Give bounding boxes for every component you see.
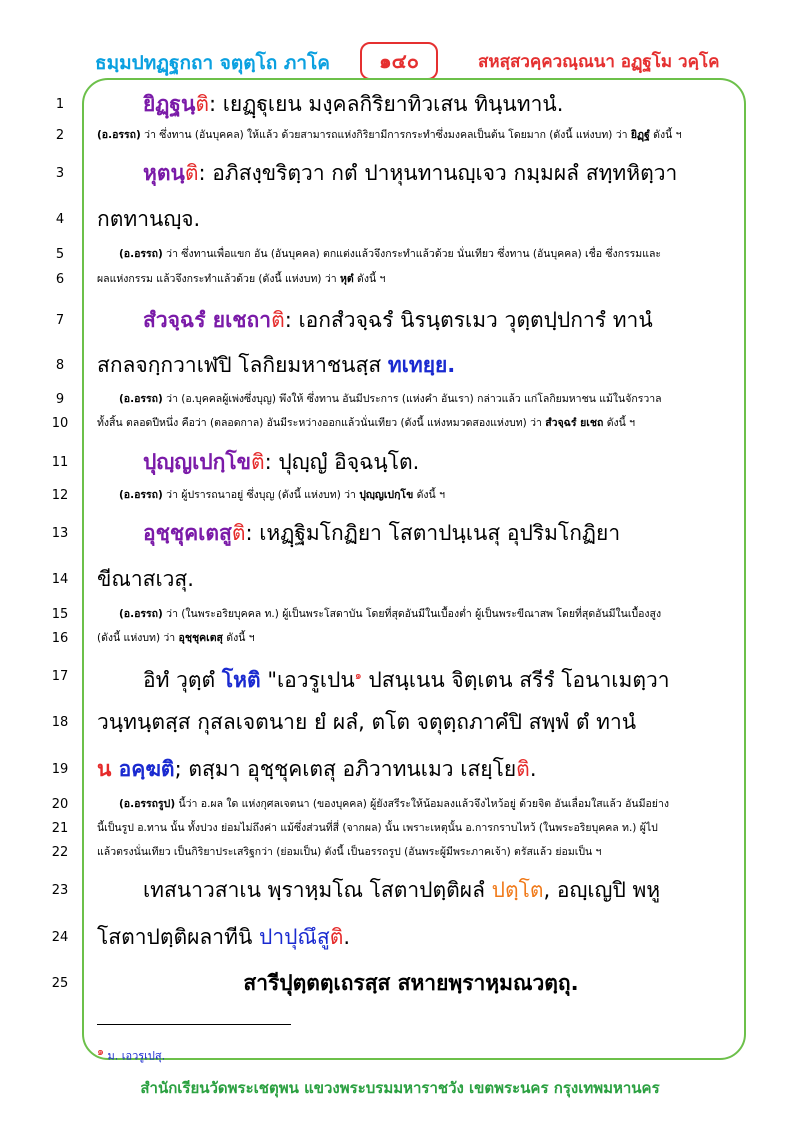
page-footer: สำนักเรียนวัดพระเชตุพน แขวงพระบรมมหาราชวัง เขตพระนคร กรุงเทพมหานคร xyxy=(140,1079,660,1097)
pali-line: โสตาปตฺติผลาทีนิ ปาปุณึสูติ. xyxy=(97,925,351,949)
line-number: 3 xyxy=(55,166,65,181)
thai-translation-line: แล้วตรงนั่นเทียว เป็นกิริยาประเสริฐกว่า (ย่อมเป็น) ดังนี้ เป็นอรรถรูป (อันพระผู้มีพระภาคเจ้า) ตรัสแล้ว ย่อมเป็น ฯ xyxy=(97,846,602,858)
pali-line: สํวจฺฉรํ ยเชถาติ: เอกสํวจฺฉรํ นิรนฺตรเมว วุตฺตปฺปการํ ทานํ xyxy=(143,308,653,332)
line-number: 1 xyxy=(55,97,65,112)
footnote: ๑ ม. เอวรูเปสุ. xyxy=(97,1045,166,1063)
thai-translation-line: (อ.อรรถ) ว่า ผู้ปรารถนาอยู่ ซึ่งบุญ (ดังนี้ แห่งบท) ว่า ปุญฺญเปกฺโข ดังนี้ ฯ xyxy=(119,489,445,501)
thai-translation-line: (อ.อรรถรูป) นี้ว่า อ.ผล ใด แห่งกุศลเจตนา (ของบุคคล) ผู้ยังสรีระให้น้อมลงแล้วจึงไหว้อยู่ ด้วยจิต อันเลื่อมใสแล้ว อันมีอย่าง xyxy=(119,798,669,810)
line-number: 19 xyxy=(51,762,69,777)
line-number: 15 xyxy=(51,607,69,622)
footnote-marker: ๑ xyxy=(354,669,362,682)
line-number: 22 xyxy=(51,845,69,860)
pali-line: อุชฺชุคเตสูติ: เหฏฺฐิมโกฏิยา โสตาปนฺเนสุ อุปริมโกฏิยา xyxy=(143,521,621,545)
footnote-divider xyxy=(97,1024,291,1025)
pali-line: อิทํ วุตฺตํ โหติ "เอวรูเปน$^๑$ ปสนฺเนน จิตฺเตน สรีรํ โอนาเมตฺวา xyxy=(143,668,670,692)
line-number: 10 xyxy=(51,416,69,431)
pali-line: ปุญฺญเปกฺโขติ: ปุญฺญํ อิจฺฉนฺโต. xyxy=(143,450,420,474)
line-number: 4 xyxy=(55,212,65,227)
header-chapter-title: สหสฺสวคฺควณฺณนา อฏฺฐโม วคฺโค xyxy=(478,52,720,72)
thai-translation-line: (อ.อรรถ) ว่า ซึ่งทานเพื่อแขก อัน (อันบุคคล) ตกแต่งแล้วจึงกระทำแล้วด้วย นั่นเทียว ซึ่งทาน (อันบุคคล) เชื่อ ซึ่งกรรมและ xyxy=(119,248,662,260)
pali-line: ขีณาสเวสุ. xyxy=(97,567,194,591)
pali-line: ยิฏฺฐนฺติ: เยฏฺฐุเยน มงฺคลกิริยาทิวเสน ทินฺนทานํ. xyxy=(143,92,564,116)
line-number: 25 xyxy=(51,976,69,991)
line-number: 18 xyxy=(51,715,69,730)
line-number: 16 xyxy=(51,631,69,646)
line-number: 9 xyxy=(55,392,65,407)
pali-line: หุตนฺติ: อภิสงฺขริตฺวา กตํ ปาหุนทานญฺเจว กมฺมผลํ สทฺทหิตฺวา xyxy=(143,161,678,185)
line-number: 24 xyxy=(51,930,69,945)
header-book-title: ธมฺมปทฏฺฐกถา จตุตฺโถ ภาโค xyxy=(95,52,331,74)
thai-translation-line: (อ.อรรถ) ว่า (อ.บุคคลผู้เพ่งซึ่งบุญ) พึงให้ ซึ่งทาน อันมีประการ (แห่งคำ อันเรา) กล่าวแล้ว แก่โลกิยมหาชน แม้ในจักรวาล xyxy=(119,393,662,405)
line-number: 12 xyxy=(51,488,69,503)
line-number: 6 xyxy=(55,272,65,287)
story-title: สารีปุตฺตตฺเถรสฺส สหายพฺราหฺมณวตฺถุ. xyxy=(243,971,579,995)
line-number: 17 xyxy=(51,669,69,684)
line-number: 21 xyxy=(51,821,69,836)
line-number: 20 xyxy=(51,797,69,812)
thai-translation-line: (อ.อรรถ) ว่า ซึ่งทาน (อันบุคคล) ให้แล้ว ด้วยสามารถแห่งกิริยามีการกระทำซึ่งมงคลเป็นต้น โดยมาก (ดังนี้ แห่งบท) ว่า ยิฏฺฐํ ดังนี้ ฯ xyxy=(97,129,682,141)
line-number: 8 xyxy=(55,358,65,373)
thai-translation-line: ทั้งสิ้น ตลอดปีหนึ่ง คือว่า (ตลอดกาล) อันมีระหว่างออกแล้วนั่นเทียว (ดังนี้ แห่งหมวดสองแห่งบท) ว่า สํวจฺฉรํ ยเชถ ดังนี้ ฯ xyxy=(97,417,636,429)
line-number: 7 xyxy=(55,313,65,328)
page-number-badge: ๑๔๐ xyxy=(360,42,438,80)
thai-translation-line: ผลแห่งกรรม แล้วจึงกระทำแล้วด้วย (ดังนี้ แห่งบท) ว่า หุตํ ดังนี้ ฯ xyxy=(97,273,386,285)
line-number: 11 xyxy=(51,455,69,470)
line-number: 23 xyxy=(51,883,69,898)
pali-line: น อคฺฆติ; ตสฺมา อุชฺชุคเตสุ อภิวาทนเมว เสยฺโยติ. xyxy=(97,757,537,781)
pali-line: วนฺทนฺตสฺส กุสลเจตนาย ยํ ผลํ, ตโต จตุตฺถภาคํปิ สพฺพํ ตํ ทานํ xyxy=(97,710,637,734)
line-number: 2 xyxy=(55,128,65,143)
thai-translation-line: (ดังนี้ แห่งบท) ว่า อุชฺชุคเตสุ ดังนี้ ฯ xyxy=(97,632,255,644)
pali-line: กตทานญฺจ. xyxy=(97,207,201,231)
page-header xyxy=(0,42,800,82)
line-number: 13 xyxy=(51,526,69,541)
line-number: 14 xyxy=(51,572,69,587)
line-number: 5 xyxy=(55,247,65,262)
pali-line: สกลจกฺกวาเฬปิ โลกิยมหาชนสฺส ทเทยฺย. xyxy=(97,353,456,377)
thai-translation-line: (อ.อรรถ) ว่า (ในพระอริยบุคคล ท.) ผู้เป็นพระโสดาบัน โดยที่สุดอันมีในเบื้องต่ำ ผู้เป็นพระขีณาสพ โดยที่สุดอันมีในเบื้องสูง xyxy=(119,608,662,620)
thai-translation-line: นี้เป็นรูป อ.ทาน นั้น ทั้งปวง ย่อมไม่ถึงค่า แม้ซึ่งส่วนที่สี่ (จากผล) นั้น เพราะเหตุนั้น อ.การกราบไหว้ (ในพระอริยบุคคล ท.) ผู้ไป xyxy=(97,822,658,834)
pali-line: เทสนาวสาเน พฺราหฺมโณ โสตาปตฺติผลํ ปตฺโต, อญฺเญปิ พหู xyxy=(143,878,661,902)
